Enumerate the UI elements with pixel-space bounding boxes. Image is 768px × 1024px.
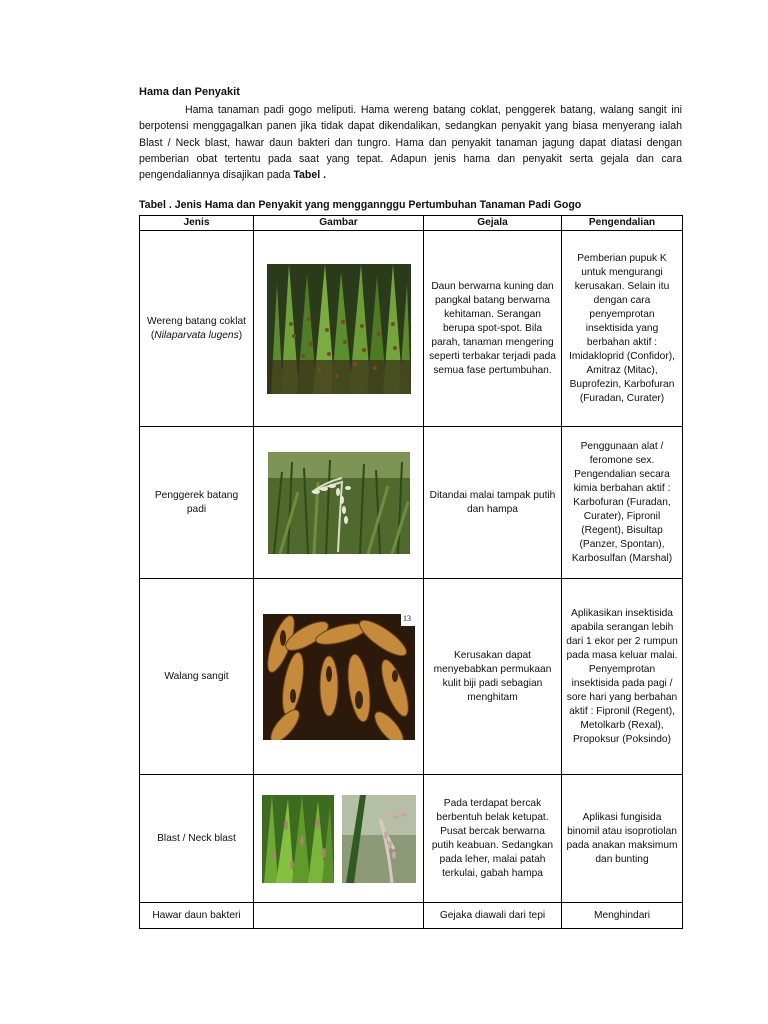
table-row	[140, 903, 683, 929]
gejala-cell: Kerusakan dapat menyebabkan permukaan kulit biji padi sebagian menghitam	[424, 579, 562, 775]
wereng-batang-coklat-photo	[267, 264, 411, 394]
gambar-cell	[254, 903, 424, 929]
walang-sangit-photo	[263, 614, 415, 740]
pengendalian-cell: Penggunaan alat / feromone sex. Pengendalian secara kimia berbahan aktif : Karbofuran (Furadan, Curater), Fipronil (Regent), Bisultap (Panzer, Spontan), Karbosulfan (Marshal)	[562, 427, 683, 579]
penggerek-batang-photo	[268, 452, 410, 554]
table-row	[140, 427, 683, 579]
jenis-text: Wereng batang coklat (	[147, 315, 246, 341]
table-row	[140, 579, 683, 775]
intro-text: Hama tanaman padi gogo meliputi. Hama wereng batang coklat, penggerek batang, walang sangit ini berpotensi menggagalkan panen jika tidak dapat dikendalikan, sedangkan penyakit yang biasa menyerang ialah Blast / Neck blast, hawar daun bakteri dan tungro. Hama dan penyakit tanaman jagung dapat diatasi dengan pemberian obat tertentu pada saat yang tepat. Adapun jenis hama dan penyakit serta gejala dan cara pengendaliannya disajikan pada	[139, 104, 682, 182]
header-jenis: Jenis	[140, 216, 254, 231]
jenis-cell: Penggerek batang padi	[140, 427, 254, 579]
gambar-cell	[254, 775, 424, 903]
jenis-latin-name: Nilaparvata lugens	[154, 329, 239, 341]
pengendalian-cell: Aplikasikan insektisida apabila serangan lebih dari 1 ekor per 2 rumpun pada masa keluar malai. Penyemprotan insektisida pada pagi / sore hari yang berbahan aktif : Fipronil (Regent), Metolkarb (Rexal), Propoksur (Poksindo)	[562, 579, 683, 775]
table-row	[140, 231, 683, 427]
pengendalian-cell: Aplikasi fungisida binomil atau isoprotiolan pada anakan maksimum dan bunting	[562, 775, 683, 903]
table-header-row	[140, 216, 683, 231]
gambar-cell	[254, 231, 424, 427]
pengendalian-cell: Menghindari	[562, 903, 683, 929]
jenis-cell	[140, 231, 254, 427]
table-row	[140, 775, 683, 903]
neck-blast-photo	[342, 795, 416, 883]
intro-paragraph	[139, 102, 682, 183]
header-gejala: Gejala	[424, 216, 562, 231]
gejala-cell: Daun berwarna kuning dan pangkal batang berwarna kehitaman. Serangan berupa spot-spot. Bila parah, tanaman mengering seperti terbakar terjadi pada semua fase pertumbuhan.	[424, 231, 562, 427]
header-gambar: Gambar	[254, 216, 424, 231]
gambar-cell	[254, 427, 424, 579]
intro-table-ref: Tabel .	[293, 169, 327, 182]
figure-number-label: 13	[403, 613, 411, 623]
gejala-cell: Pada terdapat bercak berbentuh belak ketupat. Pusat bercak berwarna putih keabuan. Sedangkan pada leher, malai patah terkulai, gabah hampa	[424, 775, 562, 903]
blast-leaf-photo	[262, 795, 334, 883]
header-pengendalian: Pengendalian	[562, 216, 683, 231]
jenis-text-end: )	[238, 329, 243, 341]
blast-neck-blast-photos	[262, 795, 416, 883]
section-heading: Hama dan Penyakit	[139, 86, 240, 98]
gambar-cell	[254, 579, 424, 775]
pest-disease-table	[139, 215, 683, 929]
pengendalian-cell: Pemberian pupuk K untuk mengurangi kerusakan. Selain itu dengan cara penyemprotan insektisida yang berbahan aktif : Imidakloprid (Confidor), Amitraz (Mitac), Buprofezin, Karbofuran (Furadan, Curater)	[562, 231, 683, 427]
gejala-cell: Gejaka diawali dari tepi	[424, 903, 562, 929]
jenis-cell: Blast / Neck blast	[140, 775, 254, 903]
jenis-cell: Walang sangit	[140, 579, 254, 775]
jenis-cell: Hawar daun bakteri	[140, 903, 254, 929]
table-caption: Tabel . Jenis Hama dan Penyakit yang menggannggu Pertumbuhan Tanaman Padi Gogo	[139, 199, 582, 211]
gejala-cell: Ditandai malai tampak putih dan hampa	[424, 427, 562, 579]
